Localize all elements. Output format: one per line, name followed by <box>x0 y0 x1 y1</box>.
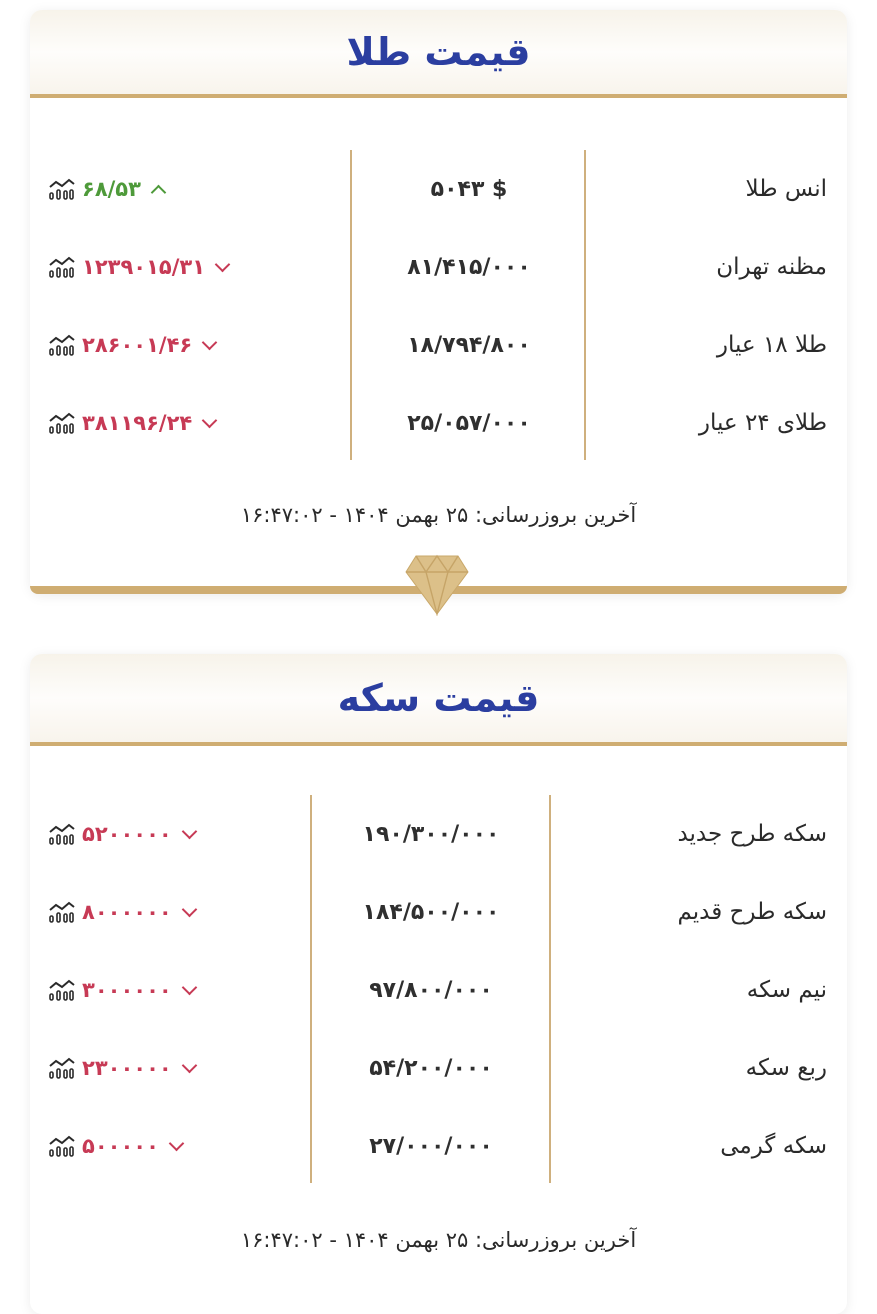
chart-icon[interactable] <box>48 901 76 923</box>
change-value: ۲۳۰۰۰۰۰ <box>82 1056 172 1080</box>
item-change <box>48 333 215 357</box>
gold-card-title: قیمت طلا <box>346 30 531 74</box>
coin-card-title: قیمت سکه <box>337 676 540 720</box>
gold-row-ounce <box>30 150 847 228</box>
coin-card-header <box>30 654 847 746</box>
coin-row-gram <box>30 1107 847 1185</box>
chevron-down-icon <box>202 412 218 428</box>
chevron-down-icon <box>181 901 197 917</box>
change-value: ۸۰۰۰۰۰۰ <box>82 900 172 924</box>
change-value: ۱۲۳۹۰۱۵/۳۱ <box>82 255 206 279</box>
item-change <box>48 900 195 924</box>
gold-row-24k <box>30 384 847 462</box>
chart-icon[interactable] <box>48 1135 76 1157</box>
chart-icon[interactable] <box>48 334 76 356</box>
chart-icon[interactable] <box>48 256 76 278</box>
item-name: سکه گرمی <box>720 1133 827 1159</box>
item-price: ۱۸/۷۹۴/۸۰۰ <box>407 332 531 358</box>
item-price: ۹۷/۸۰۰/۰۰۰ <box>369 977 493 1003</box>
item-price: ۲۵/۰۵۷/۰۰۰ <box>407 410 531 436</box>
change-value: ۳۰۰۰۰۰۰ <box>82 978 172 1002</box>
chevron-down-icon <box>202 334 218 350</box>
item-name: سکه طرح قدیم <box>677 899 827 925</box>
gold-card-header <box>30 10 847 98</box>
chevron-down-icon <box>169 1135 185 1151</box>
coin-row-half <box>30 951 847 1029</box>
item-change <box>48 1056 195 1080</box>
chevron-down-icon <box>181 979 197 995</box>
item-price: ۱۸۴/۵۰۰/۰۰۰ <box>362 899 500 925</box>
coin-row-old-design <box>30 873 847 951</box>
change-value: ۶۸/۵۳ <box>82 177 141 201</box>
chevron-down-icon <box>215 256 231 272</box>
item-name: مظنه تهران <box>716 254 827 280</box>
chart-icon[interactable] <box>48 178 76 200</box>
chart-icon[interactable] <box>48 979 76 1001</box>
item-price: ۱۹۰/۳۰۰/۰۰۰ <box>362 821 500 847</box>
last-update-text: آخرین بروزرسانی: ۲۵ بهمن ۱۴۰۴ - ۱۶:۴۷:۰۲ <box>240 503 637 527</box>
item-change <box>48 177 164 201</box>
change-value: ۵۲۰۰۰۰۰ <box>82 822 172 846</box>
gold-price-card <box>30 10 847 594</box>
item-price: ۵۰۴۳ $ <box>430 176 508 202</box>
item-name: سکه طرح جدید <box>677 821 827 847</box>
chart-icon[interactable] <box>48 412 76 434</box>
item-name: انس طلا <box>745 176 827 202</box>
item-price: ۸۱/۴۱۵/۰۰۰ <box>407 254 531 280</box>
chevron-up-icon <box>151 184 167 200</box>
last-update-text: آخرین بروزرسانی: ۲۵ بهمن ۱۴۰۴ - ۱۶:۴۷:۰۲ <box>240 1228 637 1252</box>
chart-icon[interactable] <box>48 1057 76 1079</box>
coin-row-quarter <box>30 1029 847 1107</box>
item-name: طلا ۱۸ عیار <box>716 332 827 358</box>
coin-price-table <box>30 795 847 1185</box>
item-name: نیم سکه <box>746 977 827 1003</box>
gold-row-18k <box>30 306 847 384</box>
item-price: ۲۷/۰۰۰/۰۰۰ <box>369 1133 493 1159</box>
chart-icon[interactable] <box>48 823 76 845</box>
chevron-down-icon <box>181 1057 197 1073</box>
item-name: طلای ۲۴ عیار <box>698 410 827 436</box>
item-name: ربع سکه <box>745 1055 827 1081</box>
item-price: ۵۴/۲۰۰/۰۰۰ <box>369 1055 493 1081</box>
diamond-icon <box>404 554 470 616</box>
item-change <box>48 822 195 846</box>
item-change <box>48 255 228 279</box>
change-value: ۵۰۰۰۰۰ <box>82 1134 159 1158</box>
change-value: ۲۸۶۰۰۱/۴۶ <box>82 333 193 357</box>
gold-price-table <box>30 150 847 462</box>
item-change <box>48 978 195 1002</box>
gold-row-tehran <box>30 228 847 306</box>
item-change <box>48 411 215 435</box>
item-change <box>48 1134 182 1158</box>
coin-price-card <box>30 654 847 1314</box>
coin-row-new-design <box>30 795 847 873</box>
change-value: ۳۸۱۱۹۶/۲۴ <box>82 411 193 435</box>
chevron-down-icon <box>181 823 197 839</box>
